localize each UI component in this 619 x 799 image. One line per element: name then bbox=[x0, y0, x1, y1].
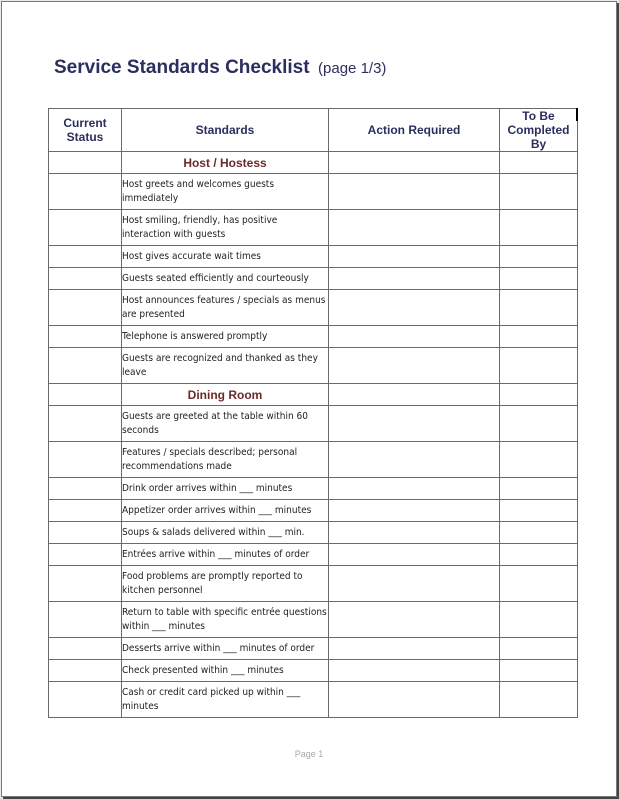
status-cell[interactable] bbox=[49, 384, 122, 406]
action-cell[interactable] bbox=[329, 478, 500, 500]
completed-cell[interactable] bbox=[500, 478, 578, 500]
status-cell[interactable] bbox=[49, 152, 122, 174]
standard-text: Return to table with specific entrée questions within ___ minutes bbox=[122, 602, 329, 638]
action-cell[interactable] bbox=[329, 660, 500, 682]
standard-text: Host greets and welcomes guests immediately bbox=[122, 174, 329, 210]
standard-text: Entrées arrive within ___ minutes of order bbox=[122, 544, 329, 566]
checklist-row bbox=[49, 522, 578, 544]
checklist-row bbox=[49, 660, 578, 682]
standard-text: Food problems are promptly reported to kitchen personnel bbox=[122, 566, 329, 602]
standard-text: Drink order arrives within ___ minutes bbox=[122, 478, 329, 500]
completed-cell[interactable] bbox=[500, 406, 578, 442]
standard-text: Cash or credit card picked up within ___ minutes bbox=[122, 682, 329, 718]
checklist-row bbox=[49, 326, 578, 348]
header-row bbox=[49, 109, 578, 152]
standard-text: Host smiling, friendly, has positive interaction with guests bbox=[122, 210, 329, 246]
section-heading: Dining Room bbox=[122, 384, 329, 406]
completed-cell[interactable] bbox=[500, 638, 578, 660]
completed-cell[interactable] bbox=[500, 246, 578, 268]
status-cell[interactable] bbox=[49, 478, 122, 500]
checklist-row bbox=[49, 544, 578, 566]
status-cell[interactable] bbox=[49, 246, 122, 268]
completed-cell[interactable] bbox=[500, 210, 578, 246]
status-cell[interactable] bbox=[49, 566, 122, 602]
title-text: Service Standards Checklist bbox=[54, 57, 310, 78]
action-cell[interactable] bbox=[329, 638, 500, 660]
completed-cell[interactable] bbox=[500, 442, 578, 478]
completed-cell[interactable] bbox=[500, 290, 578, 326]
checklist-row bbox=[49, 566, 578, 602]
completed-cell[interactable] bbox=[500, 522, 578, 544]
action-cell[interactable] bbox=[329, 268, 500, 290]
standard-text: Guests are recognized and thanked as they leave bbox=[122, 348, 329, 384]
checklist-table bbox=[48, 108, 578, 718]
completed-cell[interactable] bbox=[500, 660, 578, 682]
completed-cell[interactable] bbox=[500, 682, 578, 718]
section-row bbox=[49, 384, 578, 406]
action-cell[interactable] bbox=[329, 500, 500, 522]
standard-text: Host gives accurate wait times bbox=[122, 246, 329, 268]
completed-cell[interactable] bbox=[500, 544, 578, 566]
checklist-row bbox=[49, 290, 578, 326]
column-marker bbox=[576, 108, 578, 121]
status-cell[interactable] bbox=[49, 682, 122, 718]
checklist-row bbox=[49, 348, 578, 384]
standard-text: Soups & salads delivered within ___ min. bbox=[122, 522, 329, 544]
standard-text: Host announces features / specials as menus are presented bbox=[122, 290, 329, 326]
action-cell[interactable] bbox=[329, 682, 500, 718]
status-cell[interactable] bbox=[49, 348, 122, 384]
status-cell[interactable] bbox=[49, 210, 122, 246]
header-standards: Standards bbox=[122, 109, 329, 152]
checklist-row bbox=[49, 406, 578, 442]
action-cell[interactable] bbox=[329, 566, 500, 602]
document-page bbox=[1, 1, 617, 797]
standard-text: Guests are greeted at the table within 60 seconds bbox=[122, 406, 329, 442]
checklist-row bbox=[49, 638, 578, 660]
completed-cell[interactable] bbox=[500, 384, 578, 406]
completed-cell[interactable] bbox=[500, 348, 578, 384]
completed-cell[interactable] bbox=[500, 500, 578, 522]
completed-cell[interactable] bbox=[500, 566, 578, 602]
checklist-row bbox=[49, 246, 578, 268]
checklist-row bbox=[49, 602, 578, 638]
status-cell[interactable] bbox=[49, 268, 122, 290]
action-cell[interactable] bbox=[329, 544, 500, 566]
action-cell[interactable] bbox=[329, 326, 500, 348]
action-cell[interactable] bbox=[329, 522, 500, 544]
status-cell[interactable] bbox=[49, 522, 122, 544]
action-cell[interactable] bbox=[329, 384, 500, 406]
standard-text: Check presented within ___ minutes bbox=[122, 660, 329, 682]
status-cell[interactable] bbox=[49, 602, 122, 638]
status-cell[interactable] bbox=[49, 326, 122, 348]
checklist-row bbox=[49, 268, 578, 290]
section-heading: Host / Hostess bbox=[122, 152, 329, 174]
completed-cell[interactable] bbox=[500, 602, 578, 638]
header-current-status: Current Status bbox=[49, 109, 122, 152]
standard-text: Appetizer order arrives within ___ minutes bbox=[122, 500, 329, 522]
checklist-row bbox=[49, 682, 578, 718]
action-cell[interactable] bbox=[329, 602, 500, 638]
action-cell[interactable] bbox=[329, 152, 500, 174]
page-indicator: (page 1/3) bbox=[318, 60, 387, 77]
status-cell[interactable] bbox=[49, 290, 122, 326]
action-cell[interactable] bbox=[329, 246, 500, 268]
status-cell[interactable] bbox=[49, 406, 122, 442]
header-to-be-completed: To Be Completed By bbox=[500, 109, 578, 152]
action-cell[interactable] bbox=[329, 174, 500, 210]
completed-cell[interactable] bbox=[500, 326, 578, 348]
checklist-row bbox=[49, 478, 578, 500]
header-action-required: Action Required bbox=[329, 109, 500, 152]
standard-text: Features / specials described; personal recommendations made bbox=[122, 442, 329, 478]
status-cell[interactable] bbox=[49, 638, 122, 660]
status-cell[interactable] bbox=[49, 174, 122, 210]
standard-text: Desserts arrive within ___ minutes of order bbox=[122, 638, 329, 660]
checklist-row bbox=[49, 442, 578, 478]
completed-cell[interactable] bbox=[500, 152, 578, 174]
action-cell[interactable] bbox=[329, 290, 500, 326]
completed-cell[interactable] bbox=[500, 268, 578, 290]
action-cell[interactable] bbox=[329, 210, 500, 246]
action-cell[interactable] bbox=[329, 442, 500, 478]
standard-text: Guests seated efficiently and courteously bbox=[122, 268, 329, 290]
status-cell[interactable] bbox=[49, 660, 122, 682]
section-row bbox=[49, 152, 578, 174]
action-cell[interactable] bbox=[329, 406, 500, 442]
status-cell[interactable] bbox=[49, 544, 122, 566]
page-title bbox=[54, 57, 386, 79]
status-cell[interactable] bbox=[49, 500, 122, 522]
status-cell[interactable] bbox=[49, 442, 122, 478]
action-cell[interactable] bbox=[329, 348, 500, 384]
checklist-row bbox=[49, 500, 578, 522]
completed-cell[interactable] bbox=[500, 174, 578, 210]
checklist-row bbox=[49, 174, 578, 210]
standard-text: Telephone is answered promptly bbox=[122, 326, 329, 348]
checklist-row bbox=[49, 210, 578, 246]
page-footer: Page 1 bbox=[294, 749, 324, 759]
